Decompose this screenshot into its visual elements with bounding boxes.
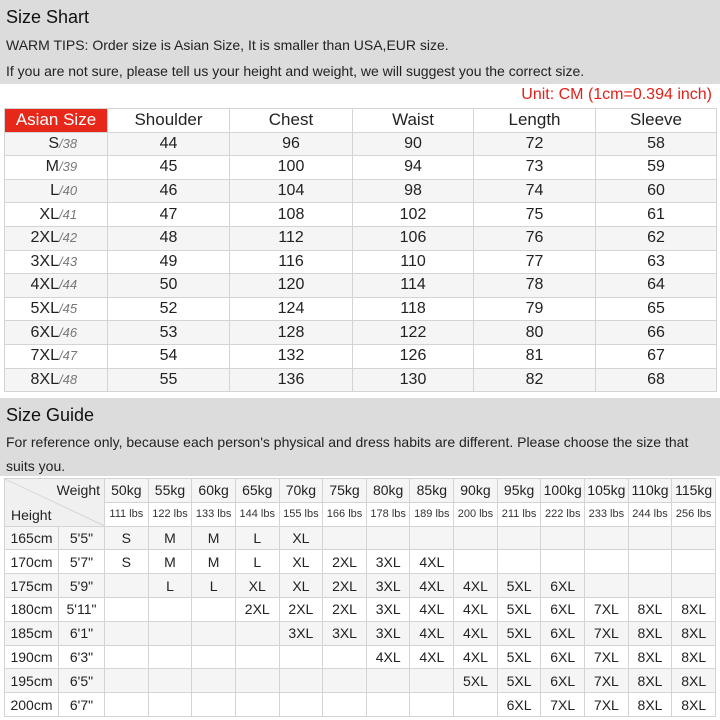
shoulder-cell: 55 [108, 368, 230, 392]
weight-axis-label: Weight [56, 482, 100, 498]
eur-size-value: /42 [59, 230, 78, 246]
recommended-size-cell: S [105, 550, 149, 574]
size-chart-row [5, 274, 717, 298]
asian-size-value: M [45, 158, 59, 176]
header-shoulder: Shoulder [108, 109, 230, 133]
size-chart-table [4, 108, 717, 392]
chest-cell: 128 [230, 321, 353, 345]
unit-label: Unit: CM (1cm=0.394 inch) [521, 86, 712, 103]
weight-kg-cell: 50kg [105, 479, 149, 503]
height-row [5, 550, 716, 574]
size-chart-row [5, 344, 717, 368]
height-ft-cell: 6'3" [59, 645, 105, 669]
height-cm-cell: 195cm [5, 669, 59, 693]
recommended-size-cell: L [235, 526, 279, 550]
eur-size-value: /39 [59, 159, 78, 175]
recommended-size-cell: 4XL [454, 645, 498, 669]
waist-cell: 102 [353, 203, 474, 227]
weight-kg-cell: 60kg [192, 479, 236, 503]
recommended-size-cell: 7XL [585, 693, 629, 717]
recommended-size-cell [279, 645, 323, 669]
recommended-size-cell [585, 574, 629, 598]
recommended-size-cell: 5XL [497, 645, 541, 669]
recommended-size-cell: L [192, 574, 236, 598]
recommended-size-cell [148, 693, 192, 717]
recommended-size-cell [323, 669, 367, 693]
shoulder-cell: 47 [108, 203, 230, 227]
recommended-size-cell: 6XL [497, 693, 541, 717]
recommended-size-cell: 3XL [366, 621, 410, 645]
asian-size-cell [5, 297, 108, 321]
recommended-size-cell [454, 693, 498, 717]
recommended-size-cell: XL [279, 526, 323, 550]
recommended-size-cell [192, 669, 236, 693]
unit-row [0, 84, 720, 108]
recommended-size-cell [323, 645, 367, 669]
recommended-size-cell: L [148, 574, 192, 598]
height-ft-cell: 6'7" [59, 693, 105, 717]
recommended-size-cell [672, 526, 716, 550]
waist-cell: 126 [353, 344, 474, 368]
recommended-size-cell [628, 574, 672, 598]
sleeve-cell: 65 [596, 297, 717, 321]
chest-cell: 104 [230, 179, 353, 203]
waist-cell: 98 [353, 179, 474, 203]
recommended-size-cell: 8XL [628, 597, 672, 621]
size-chart-row [5, 321, 717, 345]
recommended-size-cell [192, 597, 236, 621]
length-cell: 74 [474, 179, 596, 203]
suggest-size-line: If you are not sure, please tell us your height and weight, we will suggest you the correct size. [6, 63, 585, 79]
shoulder-cell: 54 [108, 344, 230, 368]
weight-kg-row [5, 479, 716, 503]
recommended-size-cell: 8XL [672, 621, 716, 645]
recommended-size-cell: 5XL [497, 669, 541, 693]
sleeve-cell: 68 [596, 368, 717, 392]
height-ft-cell: 5'11" [59, 597, 105, 621]
weight-lbs-cell: 211 lbs [497, 502, 541, 526]
height-row [5, 693, 716, 717]
recommended-size-cell: 6XL [541, 597, 585, 621]
recommended-size-cell: 8XL [672, 669, 716, 693]
size-chart-row [5, 156, 717, 180]
height-ft-cell: 6'1" [59, 621, 105, 645]
size-chart-row [5, 203, 717, 227]
weight-lbs-cell: 233 lbs [585, 502, 629, 526]
weight-lbs-cell: 200 lbs [454, 502, 498, 526]
weight-kg-cell: 75kg [323, 479, 367, 503]
recommended-size-cell [628, 550, 672, 574]
sleeve-cell: 59 [596, 156, 717, 180]
height-row [5, 574, 716, 598]
chest-cell: 120 [230, 274, 353, 298]
waist-cell: 114 [353, 274, 474, 298]
weight-lbs-cell: 166 lbs [323, 502, 367, 526]
recommended-size-cell [672, 550, 716, 574]
size-chart-row [5, 226, 717, 250]
sleeve-cell: 64 [596, 274, 717, 298]
size-chart-row [5, 297, 717, 321]
asian-size-value: 7XL [30, 347, 59, 365]
weight-lbs-cell: 111 lbs [105, 502, 149, 526]
sleeve-cell: 66 [596, 321, 717, 345]
recommended-size-cell: 3XL [323, 621, 367, 645]
recommended-size-cell [585, 550, 629, 574]
recommended-size-cell [105, 574, 149, 598]
recommended-size-cell [541, 550, 585, 574]
recommended-size-cell [148, 621, 192, 645]
asian-size-cell [5, 321, 108, 345]
weight-lbs-row [5, 502, 716, 526]
shoulder-cell: 52 [108, 297, 230, 321]
weight-kg-cell: 90kg [454, 479, 498, 503]
size-chart-row [5, 368, 717, 392]
chest-cell: 108 [230, 203, 353, 227]
waist-cell: 130 [353, 368, 474, 392]
recommended-size-cell: 8XL [628, 645, 672, 669]
length-cell: 78 [474, 274, 596, 298]
recommended-size-cell: S [105, 526, 149, 550]
recommended-size-cell: M [192, 526, 236, 550]
asian-size-cell [5, 274, 108, 298]
recommended-size-cell: 2XL [323, 574, 367, 598]
sleeve-cell: 67 [596, 344, 717, 368]
shoulder-cell: 44 [108, 132, 230, 156]
weight-kg-cell: 95kg [497, 479, 541, 503]
recommended-size-cell [323, 693, 367, 717]
asian-size-value: 3XL [30, 252, 59, 270]
weight-lbs-cell: 178 lbs [366, 502, 410, 526]
height-axis-label: Height [11, 506, 52, 523]
recommended-size-cell [497, 526, 541, 550]
chest-cell: 132 [230, 344, 353, 368]
asian-size-cell [5, 156, 108, 180]
recommended-size-cell [105, 621, 149, 645]
weight-lbs-cell: 144 lbs [235, 502, 279, 526]
recommended-size-cell: 6XL [541, 669, 585, 693]
sleeve-cell: 62 [596, 226, 717, 250]
chest-cell: 124 [230, 297, 353, 321]
recommended-size-cell: 6XL [541, 621, 585, 645]
recommended-size-cell: 2XL [279, 597, 323, 621]
sleeve-cell: 60 [596, 179, 717, 203]
recommended-size-cell [410, 526, 454, 550]
size-guide-header [0, 398, 720, 476]
chest-cell: 100 [230, 156, 353, 180]
asian-size-value: XL [39, 205, 59, 223]
recommended-size-cell: 8XL [672, 645, 716, 669]
weight-kg-cell: 115kg [672, 479, 716, 503]
weight-kg-cell: 85kg [410, 479, 454, 503]
recommended-size-cell: 5XL [497, 597, 541, 621]
shoulder-cell: 49 [108, 250, 230, 274]
recommended-size-cell [148, 645, 192, 669]
weight-lbs-cell: 122 lbs [148, 502, 192, 526]
waist-cell: 106 [353, 226, 474, 250]
recommended-size-cell [366, 669, 410, 693]
weight-kg-cell: 80kg [366, 479, 410, 503]
length-cell: 75 [474, 203, 596, 227]
recommended-size-cell [192, 645, 236, 669]
weight-height-corner [5, 479, 105, 527]
height-row [5, 526, 716, 550]
length-cell: 82 [474, 368, 596, 392]
recommended-size-cell: 8XL [672, 597, 716, 621]
warm-tips-line: WARM TIPS: Order size is Asian Size, It is smaller than USA,EUR size. [6, 37, 449, 53]
length-cell: 79 [474, 297, 596, 321]
eur-size-value: /45 [59, 301, 78, 317]
recommended-size-cell: 6XL [541, 574, 585, 598]
height-row [5, 669, 716, 693]
length-cell: 76 [474, 226, 596, 250]
size-guide-note: For reference only, because each person's physical and dress habits are different. Please choose the size that suits you. [6, 434, 689, 474]
size-guide-title: Size Guide [6, 405, 95, 425]
asian-size-value: 4XL [30, 276, 59, 294]
weight-lbs-cell: 155 lbs [279, 502, 323, 526]
shoulder-cell: 46 [108, 179, 230, 203]
recommended-size-cell: L [235, 550, 279, 574]
recommended-size-cell [672, 574, 716, 598]
weight-lbs-cell: 133 lbs [192, 502, 236, 526]
recommended-size-cell: 5XL [497, 621, 541, 645]
recommended-size-cell [628, 526, 672, 550]
weight-kg-cell: 70kg [279, 479, 323, 503]
header-waist: Waist [353, 109, 474, 133]
recommended-size-cell: M [148, 526, 192, 550]
weight-kg-cell: 105kg [585, 479, 629, 503]
recommended-size-cell: 2XL [323, 597, 367, 621]
recommended-size-cell: 3XL [366, 574, 410, 598]
recommended-size-cell [105, 645, 149, 669]
recommended-size-cell: 3XL [279, 621, 323, 645]
height-row [5, 597, 716, 621]
recommended-size-cell [541, 526, 585, 550]
eur-size-value: /40 [59, 183, 78, 199]
asian-size-cell [5, 132, 108, 156]
height-ft-cell: 5'7" [59, 550, 105, 574]
recommended-size-cell: 4XL [410, 597, 454, 621]
recommended-size-cell: M [148, 550, 192, 574]
recommended-size-cell: 7XL [585, 669, 629, 693]
height-cm-cell: 180cm [5, 597, 59, 621]
height-ft-cell: 5'5" [59, 526, 105, 550]
recommended-size-cell [105, 597, 149, 621]
sleeve-cell: 63 [596, 250, 717, 274]
recommended-size-cell [410, 669, 454, 693]
waist-cell: 94 [353, 156, 474, 180]
chest-cell: 136 [230, 368, 353, 392]
recommended-size-cell [235, 693, 279, 717]
shoulder-cell: 48 [108, 226, 230, 250]
recommended-size-cell [148, 597, 192, 621]
weight-kg-cell: 55kg [148, 479, 192, 503]
recommended-size-cell [585, 526, 629, 550]
height-cm-cell: 185cm [5, 621, 59, 645]
recommended-size-cell: 3XL [366, 597, 410, 621]
recommended-size-cell [497, 550, 541, 574]
recommended-size-cell [105, 693, 149, 717]
weight-kg-cell: 110kg [628, 479, 672, 503]
eur-size-value: /46 [59, 324, 78, 340]
asian-size-cell [5, 203, 108, 227]
recommended-size-cell: 4XL [454, 621, 498, 645]
size-shart-title: Size Shart [6, 7, 90, 27]
recommended-size-cell [235, 669, 279, 693]
recommended-size-cell: 3XL [366, 550, 410, 574]
weight-lbs-cell: 244 lbs [628, 502, 672, 526]
recommended-size-cell [192, 621, 236, 645]
asian-size-value: 5XL [30, 300, 59, 318]
recommended-size-cell: 4XL [410, 574, 454, 598]
recommended-size-cell: 8XL [628, 693, 672, 717]
asian-size-cell [5, 250, 108, 274]
recommended-size-cell: 4XL [410, 550, 454, 574]
recommended-size-cell: 7XL [585, 597, 629, 621]
sleeve-cell: 61 [596, 203, 717, 227]
asian-size-value: L [50, 182, 59, 200]
recommended-size-cell [105, 669, 149, 693]
size-chart-row [5, 132, 717, 156]
waist-cell: 118 [353, 297, 474, 321]
chest-cell: 112 [230, 226, 353, 250]
recommended-size-cell: 8XL [628, 669, 672, 693]
eur-size-value: /38 [59, 135, 78, 151]
eur-size-value: /47 [59, 348, 78, 364]
recommended-size-cell: 7XL [585, 645, 629, 669]
recommended-size-cell [454, 550, 498, 574]
asian-size-value: 8XL [30, 370, 59, 388]
recommended-size-cell [235, 621, 279, 645]
waist-cell: 110 [353, 250, 474, 274]
recommended-size-cell [366, 526, 410, 550]
recommended-size-cell: 8XL [672, 693, 716, 717]
recommended-size-cell: 5XL [497, 574, 541, 598]
eur-size-value: /44 [59, 277, 78, 293]
recommended-size-cell: 8XL [628, 621, 672, 645]
eur-size-value: /48 [59, 371, 78, 387]
weight-lbs-cell: 256 lbs [672, 502, 716, 526]
chest-cell: 116 [230, 250, 353, 274]
chest-cell: 96 [230, 132, 353, 156]
recommended-size-cell: 5XL [454, 669, 498, 693]
recommended-size-cell: 4XL [454, 574, 498, 598]
shoulder-cell: 53 [108, 321, 230, 345]
recommended-size-cell [454, 526, 498, 550]
weight-kg-cell: 65kg [235, 479, 279, 503]
recommended-size-cell: 7XL [585, 621, 629, 645]
recommended-size-cell: M [192, 550, 236, 574]
asian-size-value: 2XL [30, 229, 59, 247]
asian-size-cell [5, 179, 108, 203]
length-cell: 77 [474, 250, 596, 274]
recommended-size-cell [235, 645, 279, 669]
header-sleeve: Sleeve [596, 109, 717, 133]
eur-size-value: /41 [59, 206, 78, 222]
recommended-size-cell: 4XL [454, 597, 498, 621]
weight-kg-cell: 100kg [541, 479, 585, 503]
recommended-size-cell [279, 669, 323, 693]
size-chart-row [5, 250, 717, 274]
sleeve-cell: 58 [596, 132, 717, 156]
eur-size-value: /43 [59, 253, 78, 269]
asian-size-cell [5, 368, 108, 392]
recommended-size-cell [192, 693, 236, 717]
size-chart-header-row [5, 109, 717, 133]
size-chart-row [5, 179, 717, 203]
recommended-size-cell: 4XL [410, 621, 454, 645]
recommended-size-cell: 2XL [235, 597, 279, 621]
recommended-size-cell [323, 526, 367, 550]
size-guide-table [4, 478, 716, 717]
asian-size-cell [5, 344, 108, 368]
height-ft-cell: 6'5" [59, 669, 105, 693]
recommended-size-cell: 2XL [323, 550, 367, 574]
recommended-size-cell: 6XL [541, 645, 585, 669]
length-cell: 73 [474, 156, 596, 180]
length-cell: 72 [474, 132, 596, 156]
height-cm-cell: 200cm [5, 693, 59, 717]
height-cm-cell: 170cm [5, 550, 59, 574]
recommended-size-cell [410, 693, 454, 717]
height-row [5, 645, 716, 669]
asian-size-value: S [48, 134, 59, 152]
asian-size-cell [5, 226, 108, 250]
height-ft-cell: 5'9" [59, 574, 105, 598]
height-row [5, 621, 716, 645]
waist-cell: 122 [353, 321, 474, 345]
header-length: Length [474, 109, 596, 133]
weight-lbs-cell: 189 lbs [410, 502, 454, 526]
recommended-size-cell: 4XL [410, 645, 454, 669]
length-cell: 81 [474, 344, 596, 368]
waist-cell: 90 [353, 132, 474, 156]
height-cm-cell: 190cm [5, 645, 59, 669]
asian-size-value: 6XL [30, 323, 59, 341]
shoulder-cell: 45 [108, 156, 230, 180]
recommended-size-cell: XL [235, 574, 279, 598]
recommended-size-cell: XL [279, 574, 323, 598]
recommended-size-cell [279, 693, 323, 717]
header-asian-size: Asian Size [5, 109, 108, 133]
recommended-size-cell [148, 669, 192, 693]
height-cm-cell: 175cm [5, 574, 59, 598]
length-cell: 80 [474, 321, 596, 345]
recommended-size-cell: 7XL [541, 693, 585, 717]
header-chest: Chest [230, 109, 353, 133]
recommended-size-cell: 4XL [366, 645, 410, 669]
shoulder-cell: 50 [108, 274, 230, 298]
recommended-size-cell [366, 693, 410, 717]
recommended-size-cell: XL [279, 550, 323, 574]
height-cm-cell: 165cm [5, 526, 59, 550]
weight-lbs-cell: 222 lbs [541, 502, 585, 526]
